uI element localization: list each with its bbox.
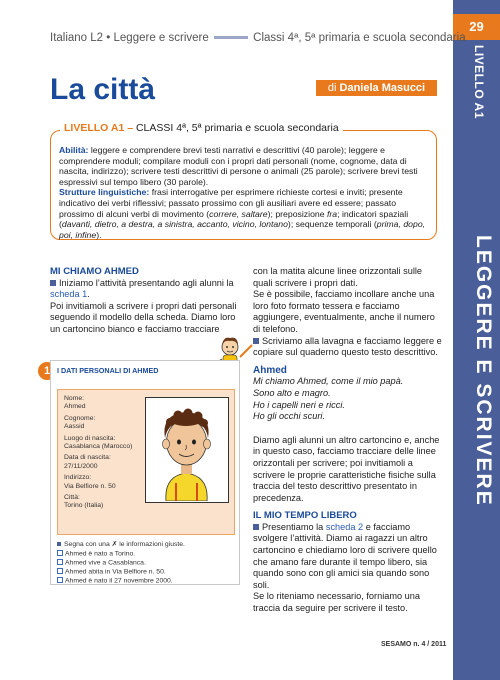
strutture-text: ; indicatori spaziali ( — [59, 208, 409, 230]
field-label: Cognome: — [64, 414, 96, 422]
option-item[interactable] — [57, 577, 185, 586]
right-paragraph-6: Se lo riteniamo necessario, forniamo una traccia da seguire per scrivere il testo. — [253, 591, 420, 614]
ahmed-portrait-photo — [145, 397, 229, 503]
right-column — [253, 266, 443, 615]
poem-line: Ho gli occhi scuri. — [253, 411, 325, 422]
abilita-label: Abilità: — [59, 145, 89, 155]
strutture-example: correre, saltare — [209, 208, 268, 219]
worksheet-title: I DATI PERSONALI DI AHMED — [57, 366, 159, 375]
paragraph-text: Presentiamo la — [262, 521, 326, 532]
exercise-instruction — [57, 541, 185, 550]
poem-line: Ho i capelli neri e ricci. — [253, 399, 345, 410]
boy-portrait-icon — [146, 398, 227, 501]
worksheet-exercise — [57, 541, 185, 586]
running-header — [50, 32, 466, 44]
bullet-square-icon — [50, 280, 56, 286]
form-fields — [64, 395, 132, 514]
ahmed-text-title: Ahmed — [253, 364, 287, 376]
paragraph-text: Scriviamo alla lavagna e facciamo leggere e copiare sul quaderno questo testo descrittivo. — [253, 335, 442, 358]
header-subject: Italiano L2 — [50, 32, 104, 44]
footer-issue: SESAMO n. 4 / 2011 — [381, 641, 447, 648]
checkbox[interactable] — [57, 550, 63, 556]
right-paragraph-2: Se è possibile, facciamo incollare anche una loro foto formato tessera e facciamo aggiungere, eventualmente, anche il numero di telefono. — [253, 289, 435, 334]
option-label: Ahmed vive a Casablanca. — [65, 559, 146, 567]
section-title-mi-chiamo-ahmed: MI CHIAMO AHMED — [50, 266, 139, 277]
field-indirizzo — [64, 474, 132, 491]
right-paragraph-5 — [253, 522, 443, 592]
right-paragraph-3 — [253, 336, 443, 359]
option-item[interactable] — [57, 568, 185, 577]
author-prefix: di — [327, 82, 337, 94]
left-paragraph-1 — [50, 278, 240, 301]
field-label: Data di nascita: — [64, 454, 111, 462]
header-classes: Classi 4ª, 5ª primaria e scuola secondaria — [253, 32, 466, 44]
strutture-example: prima, dopo, poi, infine — [59, 219, 426, 240]
personal-data-form — [57, 389, 235, 535]
header-dash — [214, 36, 248, 39]
level-label: LIVELLO A1 – — [64, 122, 134, 134]
level-heading — [60, 122, 343, 134]
left-paragraph-2: Poi invitiamoli a scrivere i propri dati personali seguendo il modello della scheda. Diamo loro un cartoncino bianco e facciamo tracciare — [50, 300, 237, 334]
field-value: 27/11/2000 — [64, 462, 98, 470]
header-separator: • — [106, 32, 111, 44]
page-number: 29 — [453, 14, 500, 40]
paragraph-text: e facciamo svolgere l’attività. Diamo ai ragazzi un altro cartoncino e chiediamo loro di scrivere quello che amano fare durante il tempo libero, sia quando sono con gli amici sia quando sono soli. — [253, 521, 437, 590]
field-nome — [64, 395, 132, 412]
bullet-square-icon — [57, 542, 61, 546]
field-citta — [64, 494, 132, 511]
right-paragraph-4: Diamo agli alunni un altro cartoncino e, anche in questo caso, facciamo tracciare delle linee orizzontali per scrivere; poi invitiamoli a scrivere le proprie caratteristiche fisiche sulla traccia del testo descrittivo presentato in precedenza. — [253, 434, 440, 503]
strutture-paragraph — [59, 187, 428, 240]
option-label: Ahmed è nato il 27 novembre 2000. — [65, 577, 173, 585]
worksheet-number-badge: 1 — [38, 362, 56, 380]
poem-line: Mi chiamo Ahmed, come il mio papà. — [253, 376, 404, 387]
author-badge — [316, 80, 437, 96]
field-cognome — [64, 415, 132, 432]
checkbox[interactable] — [57, 559, 63, 565]
strutture-text: frasi interrogative per esprimere richieste cortesi e inviti; presente indicativo dei verbi riflessivi; passato prossimo con gli ausiliari avere ed essere; passato prossimo di alcuni verbi di movimento ( — [59, 187, 403, 219]
ahmed-poem — [253, 376, 443, 422]
field-label: Indirizzo: — [64, 474, 92, 482]
level-info-box — [50, 130, 437, 240]
field-value: Casablanca (Marocco) — [64, 443, 133, 451]
page-title: La città — [50, 73, 156, 106]
section-tab-label: LEGGERE E SCRIVERE — [472, 235, 495, 507]
field-luogo-nascita — [64, 435, 132, 452]
scheda-2-link[interactable]: scheda 2 — [325, 521, 364, 532]
right-paragraph-1: con la matita alcune linee orizzontali sulle quali scrivere i propri dati. — [253, 266, 423, 288]
strutture-example: fra — [327, 208, 338, 219]
level-classes: CLASSI 4ª, 5ª primaria e scuola secondaria — [135, 122, 339, 134]
option-label: Ahmed è nato a Torino. — [65, 550, 136, 558]
paragraph-text: Iniziamo l’attività presentando agli alunni la — [59, 277, 234, 288]
option-item[interactable] — [57, 559, 185, 568]
bullet-square-icon — [253, 524, 259, 530]
strutture-text: ). — [96, 229, 102, 240]
section-title-tempo-libero: IL MIO TEMPO LIBERO — [253, 510, 357, 522]
bullet-square-icon — [253, 338, 259, 344]
strutture-text: ); preposizione — [267, 208, 327, 219]
poem-line: Sono alto e magro. — [253, 387, 331, 398]
paragraph-text: . — [87, 289, 90, 300]
abilita-paragraph — [59, 145, 428, 187]
field-value: Ahmed — [64, 403, 86, 411]
checkbox[interactable] — [57, 568, 63, 574]
strutture-text: ); sequenze temporali ( — [287, 219, 377, 230]
field-label: Nome: — [64, 395, 85, 402]
left-column — [50, 266, 240, 336]
checkbox[interactable] — [57, 577, 63, 583]
field-label: Città: — [64, 494, 80, 502]
worksheet-card — [50, 360, 240, 585]
option-item[interactable] — [57, 550, 185, 559]
abilita-text: leggere e comprendere brevi testi narrativi e descrittivi (40 parole); leggere e comprendere moduli; compilare moduli con i propri dati personali (nome, cognome, data di nascita, indirizzo); scrivere testi descrittivi di persone o animali (25 parole); scrivere brevi testi espressivi sul tempo libero (30 parole). — [59, 145, 418, 187]
header-topic: Leggere e scrivere — [113, 32, 209, 44]
field-value: Via Belfiore n. 50 — [64, 482, 116, 490]
strutture-label: Strutture linguistiche: — [59, 187, 150, 198]
scheda-1-link[interactable]: scheda 1 — [50, 289, 88, 300]
strutture-example: davanti, dietro, a destra, a sinistra, accanto, vicino, lontano — [61, 219, 288, 230]
field-value: Torino (Italia) — [64, 502, 104, 510]
field-value: Aassid — [64, 423, 85, 431]
level-tab-label: LIVELLO A1 — [472, 45, 486, 119]
option-label: Ahmed abita in Via Belfiore n. 50. — [65, 568, 166, 576]
instruction-text: Segna con una ✗ le informazioni giuste. — [64, 541, 185, 548]
field-label: Luogo di nascita: — [64, 434, 116, 442]
author-name: Daniela Masucci — [339, 82, 426, 94]
field-data-nascita — [64, 454, 132, 471]
